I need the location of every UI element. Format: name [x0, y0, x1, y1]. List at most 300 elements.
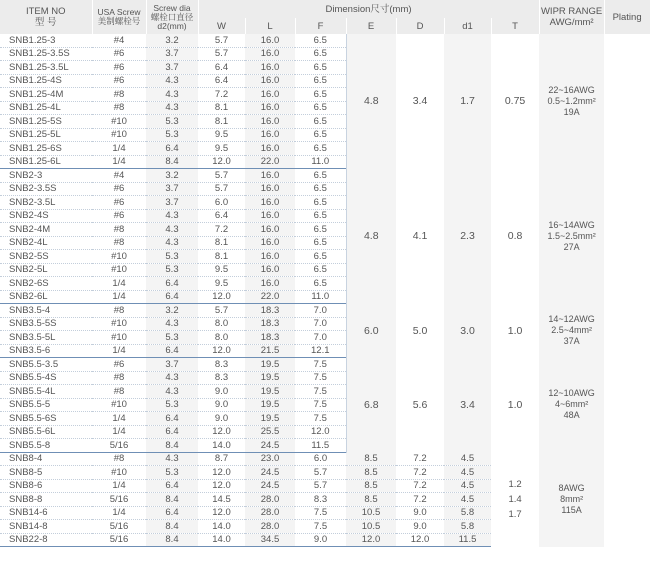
wipr-line: 0.5~1.2mm² [547, 95, 596, 106]
cell-d: 7.2 [396, 452, 444, 466]
cell-e: 8.5 [346, 466, 396, 480]
cell-usa-screw: 1/4 [92, 479, 146, 493]
cell-screw-dia: 4.3 [146, 317, 198, 331]
cell-l: 28.0 [245, 506, 295, 520]
cell-f: 11.0 [295, 155, 346, 169]
plating-cell [604, 358, 650, 453]
cell-f: 6.5 [295, 277, 346, 291]
cell-l: 19.5 [245, 358, 295, 372]
wipr-line: 2.5~4mm² [551, 325, 592, 335]
screw-dia-cn-label: 螺栓口直径 [150, 11, 194, 22]
cell-screw-dia: 8.4 [146, 493, 198, 507]
cell-d1: 4.5 [444, 493, 491, 507]
wipr-range-cell [539, 304, 604, 358]
cell-l: 16.0 [245, 47, 295, 61]
cell-screw-dia: 6.4 [146, 479, 198, 493]
cell-f: 6.5 [295, 142, 346, 156]
cell-screw-dia: 4.3 [146, 452, 198, 466]
wipr-range-cell [539, 34, 604, 169]
cell-f: 7.0 [295, 331, 346, 345]
cell-item-no: SNB14-8 [0, 520, 92, 534]
wipr-range-cell [539, 169, 604, 304]
cell-item-no: SNB1.25-4L [0, 101, 92, 115]
cell-d1: 4.5 [444, 479, 491, 493]
table-row [0, 452, 650, 466]
cell-f: 6.5 [295, 47, 346, 61]
cell-usa-screw: 1/4 [92, 155, 146, 169]
cell-usa-screw: #8 [92, 223, 146, 237]
cell-w: 14.0 [198, 439, 245, 453]
cell-f: 8.3 [295, 493, 346, 507]
cell-usa-screw: 1/4 [92, 506, 146, 520]
cell-usa-screw: #8 [92, 304, 146, 318]
cell-item-no: SNB1.25-6S [0, 142, 92, 156]
cell-l: 18.3 [245, 331, 295, 345]
cell-l: 23.0 [245, 452, 295, 466]
cell-d1-group: 3.0 [444, 304, 491, 358]
cell-w: 12.0 [198, 155, 245, 169]
cell-item-no: SNB8-4 [0, 452, 92, 466]
cell-item-no: SNB3.5-5S [0, 317, 92, 331]
cell-w: 8.1 [198, 250, 245, 264]
cell-f: 5.7 [295, 479, 346, 493]
cell-w: 5.7 [198, 182, 245, 196]
cell-usa-screw: #4 [92, 34, 146, 47]
cell-usa-screw: #6 [92, 182, 146, 196]
cell-d-group: 3.4 [412, 95, 428, 108]
cell-screw-dia: 4.3 [146, 88, 198, 102]
cell-d1-group: 1.7 [444, 34, 491, 169]
cell-d: 7.2 [396, 466, 444, 480]
wipr-line: 16~14AWG [548, 219, 595, 230]
cell-w: 12.0 [198, 466, 245, 480]
cell-d1: 11.5 [444, 533, 491, 547]
cell-d: 9.0 [396, 506, 444, 520]
cell-l: 16.0 [245, 142, 295, 156]
cell-item-no: SNB3.5-5L [0, 331, 92, 345]
wipr-line: 14~12AWG [548, 314, 595, 324]
cell-item-no: SNB2-4L [0, 236, 92, 250]
cell-usa-screw: #8 [92, 385, 146, 399]
cell-screw-dia: 6.4 [146, 425, 198, 439]
wipr-range-label: WIPR RANGE [540, 6, 603, 17]
cell-usa-screw: #10 [92, 331, 146, 345]
item-no-label: ITEM NO [25, 6, 66, 17]
cell-f: 6.5 [295, 115, 346, 129]
cell-l: 24.5 [245, 439, 295, 453]
cell-usa-screw: #10 [92, 317, 146, 331]
cell-item-no: SNB8-8 [0, 493, 92, 507]
cell-usa-screw: #6 [92, 209, 146, 223]
cell-w: 6.4 [198, 61, 245, 75]
cell-e-group: 4.8 [346, 34, 396, 169]
wipr-line: 1.5~2.5mm² [547, 230, 596, 241]
cell-l: 24.5 [245, 479, 295, 493]
cell-item-no: SNB8-5 [0, 466, 92, 480]
cell-w: 8.7 [198, 452, 245, 466]
cell-w: 8.0 [198, 331, 245, 345]
cell-w: 12.0 [198, 506, 245, 520]
cell-usa-screw: #6 [92, 74, 146, 88]
cell-usa-screw: #10 [92, 115, 146, 129]
cell-l: 16.0 [245, 61, 295, 75]
cell-screw-dia: 5.3 [146, 250, 198, 264]
cell-f: 7.5 [295, 371, 346, 385]
wipr-line: 4~6mm² [554, 399, 589, 410]
cell-l: 18.3 [245, 317, 295, 331]
cell-d: 7.2 [396, 493, 444, 507]
cell-w: 8.0 [198, 317, 245, 331]
cell-usa-screw: 5/16 [92, 533, 146, 547]
plating-cell [604, 304, 650, 358]
cell-l: 18.3 [245, 304, 295, 318]
cell-usa-screw: #10 [92, 250, 146, 264]
cell-item-no: SNB2-5L [0, 263, 92, 277]
cell-item-no: SNB1.25-3.5L [0, 61, 92, 75]
col-w: W [198, 18, 245, 34]
cell-usa-screw: 1/4 [92, 412, 146, 426]
cell-screw-dia: 3.7 [146, 47, 198, 61]
cell-usa-screw: 1/4 [92, 290, 146, 304]
cell-l: 16.0 [245, 34, 295, 47]
cell-item-no: SNB2-5S [0, 250, 92, 264]
cell-e: 10.5 [346, 520, 396, 534]
cell-w: 9.5 [198, 128, 245, 142]
cell-w: 9.0 [198, 412, 245, 426]
cell-item-no: SNB14-6 [0, 506, 92, 520]
cell-item-no: SNB5.5-6S [0, 412, 92, 426]
cell-w: 9.5 [198, 263, 245, 277]
wipr-line: 27A [563, 241, 580, 252]
cell-e: 12.0 [346, 533, 396, 547]
cell-screw-dia: 6.4 [146, 142, 198, 156]
cell-l: 34.5 [245, 533, 295, 547]
cell-e: 8.5 [346, 493, 396, 507]
cell-t-group: 1.0 [507, 324, 523, 337]
thickness-value: 1.7 [508, 508, 522, 520]
cell-f: 12.1 [295, 344, 346, 358]
cell-e: 10.5 [346, 506, 396, 520]
cell-f: 9.0 [295, 533, 346, 547]
table-row [0, 34, 650, 47]
cell-item-no: SNB5.5-4L [0, 385, 92, 399]
cell-item-no: SNB5.5-4S [0, 371, 92, 385]
cell-f: 6.5 [295, 250, 346, 264]
wipr-range-cell [539, 358, 604, 453]
cell-w: 7.2 [198, 223, 245, 237]
wipr-range-cell [539, 452, 604, 547]
cell-w: 8.3 [198, 371, 245, 385]
col-plating: Plating [604, 0, 650, 34]
thickness-value: 1.4 [508, 493, 522, 505]
cell-usa-screw: #6 [92, 47, 146, 61]
cell-f: 6.5 [295, 101, 346, 115]
cell-screw-dia: 6.4 [146, 506, 198, 520]
cell-w: 9.0 [198, 385, 245, 399]
cell-l: 19.5 [245, 412, 295, 426]
col-e: E [346, 18, 396, 34]
cell-item-no: SNB1.25-4M [0, 88, 92, 102]
cell-f: 7.5 [295, 398, 346, 412]
cell-w: 14.0 [198, 520, 245, 534]
cell-f: 6.5 [295, 34, 346, 47]
cell-usa-screw: #6 [92, 358, 146, 372]
cell-l: 28.0 [245, 493, 295, 507]
cell-item-no: SNB1.25-4S [0, 74, 92, 88]
cell-f: 6.5 [295, 209, 346, 223]
cell-f: 7.5 [295, 412, 346, 426]
cell-f: 11.0 [295, 290, 346, 304]
cell-f: 7.5 [295, 358, 346, 372]
cell-l: 16.0 [245, 115, 295, 129]
cell-item-no: SNB2-6S [0, 277, 92, 291]
cell-l: 16.0 [245, 101, 295, 115]
cell-f: 11.5 [295, 439, 346, 453]
col-screw-dia [146, 0, 198, 34]
cell-t-group: 0.75 [504, 95, 526, 108]
cell-usa-screw: #6 [92, 61, 146, 75]
cell-f: 5.7 [295, 466, 346, 480]
cell-d-group: 5.6 [412, 398, 428, 411]
cell-w: 6.4 [198, 209, 245, 223]
wipr-line: 12~10AWG [548, 388, 595, 399]
cell-usa-screw: #8 [92, 236, 146, 250]
wipr-unit-label: AWG/mm² [549, 17, 594, 28]
cell-t-group: 1.0 [507, 398, 523, 411]
cell-usa-screw: 5/16 [92, 493, 146, 507]
cell-d1: 5.8 [444, 520, 491, 534]
cell-screw-dia: 8.4 [146, 520, 198, 534]
cell-item-no: SNB2-4M [0, 223, 92, 237]
cell-f: 6.5 [295, 61, 346, 75]
cell-l: 16.0 [245, 182, 295, 196]
cell-screw-dia: 4.3 [146, 101, 198, 115]
cell-f: 6.5 [295, 74, 346, 88]
col-f: F [295, 18, 346, 34]
cell-t-group [491, 452, 539, 547]
cell-item-no: SNB5.5-8 [0, 439, 92, 453]
cell-d-group: 5.0 [412, 324, 428, 337]
cell-item-no: SNB8-6 [0, 479, 92, 493]
cell-item-no: SNB5.5-5 [0, 398, 92, 412]
cell-usa-screw: #4 [92, 169, 146, 183]
cell-l: 16.0 [245, 74, 295, 88]
table-row [0, 304, 650, 318]
col-usa-screw [92, 0, 146, 34]
cell-f: 6.0 [295, 452, 346, 466]
cell-item-no: SNB1.25-3 [0, 34, 92, 47]
cell-item-no: SNB3.5-6 [0, 344, 92, 358]
plating-cell [604, 169, 650, 304]
cell-item-no: SNB1.25-3.5S [0, 47, 92, 61]
plating-cell [604, 34, 650, 169]
wipr-line: 115A [561, 504, 582, 515]
cell-screw-dia: 6.4 [146, 344, 198, 358]
cell-screw-dia: 3.2 [146, 169, 198, 183]
cell-usa-screw: 5/16 [92, 439, 146, 453]
cell-w: 5.7 [198, 304, 245, 318]
col-wipr-range [539, 0, 604, 34]
cell-item-no: SNB1.25-5S [0, 115, 92, 129]
cell-l: 22.0 [245, 155, 295, 169]
cell-w: 6.4 [198, 74, 245, 88]
cell-screw-dia: 5.3 [146, 398, 198, 412]
usa-screw-label: USA Screw [97, 7, 141, 17]
cell-usa-screw: 1/4 [92, 344, 146, 358]
cell-e-group: 4.8 [346, 169, 396, 304]
cell-w: 9.5 [198, 142, 245, 156]
cell-d1: 4.5 [444, 452, 491, 466]
cell-screw-dia: 3.2 [146, 304, 198, 318]
cell-f: 7.0 [295, 304, 346, 318]
cell-w: 5.7 [198, 169, 245, 183]
cell-d1: 4.5 [444, 466, 491, 480]
cell-screw-dia: 3.7 [146, 182, 198, 196]
cell-e-group: 6.0 [346, 304, 396, 358]
cell-item-no: SNB2-3 [0, 169, 92, 183]
cell-l: 19.5 [245, 398, 295, 412]
cell-usa-screw: #6 [92, 196, 146, 210]
cell-w: 8.1 [198, 236, 245, 250]
cell-usa-screw: 5/16 [92, 520, 146, 534]
cell-l: 16.0 [245, 236, 295, 250]
cell-l: 16.0 [245, 277, 295, 291]
cell-usa-screw: #8 [92, 371, 146, 385]
cell-item-no: SNB1.25-6L [0, 155, 92, 169]
cell-item-no: SNB3.5-4 [0, 304, 92, 318]
cell-d1: 5.8 [444, 506, 491, 520]
cell-screw-dia: 3.7 [146, 61, 198, 75]
screw-dia-unit-label: d2(mm) [157, 20, 187, 31]
cell-screw-dia: 8.4 [146, 439, 198, 453]
col-l: L [245, 18, 295, 34]
cell-f: 6.5 [295, 196, 346, 210]
cell-screw-dia: 3.2 [146, 34, 198, 47]
cell-item-no: SNB2-3.5L [0, 196, 92, 210]
cell-e-group: 6.8 [346, 358, 396, 453]
cell-l: 21.5 [245, 344, 295, 358]
cell-l: 16.0 [245, 169, 295, 183]
cell-f: 7.0 [295, 317, 346, 331]
cell-l: 22.0 [245, 290, 295, 304]
cell-usa-screw: 1/4 [92, 425, 146, 439]
col-d1: d1 [444, 18, 491, 34]
cell-f: 6.5 [295, 263, 346, 277]
cell-w: 12.0 [198, 344, 245, 358]
table-row [0, 169, 650, 183]
cell-f: 6.5 [295, 88, 346, 102]
thickness-value: 1.2 [508, 478, 522, 490]
cell-l: 16.0 [245, 128, 295, 142]
cell-screw-dia: 5.3 [146, 466, 198, 480]
cell-usa-screw: #10 [92, 466, 146, 480]
col-d: D [396, 18, 444, 34]
cell-screw-dia: 4.3 [146, 209, 198, 223]
cell-screw-dia: 8.4 [146, 155, 198, 169]
cell-l: 16.0 [245, 196, 295, 210]
cell-usa-screw: 1/4 [92, 142, 146, 156]
wipr-line: 37A [563, 336, 580, 346]
col-dimension: Dimension尺寸(mm) [198, 0, 539, 18]
cell-item-no: SNB5.5-3.5 [0, 358, 92, 372]
cell-screw-dia: 4.3 [146, 223, 198, 237]
cell-w: 9.0 [198, 398, 245, 412]
cell-l: 28.0 [245, 520, 295, 534]
cell-screw-dia: 4.3 [146, 74, 198, 88]
col-t: T [491, 18, 539, 34]
cell-screw-dia: 3.7 [146, 358, 198, 372]
cell-usa-screw: #10 [92, 128, 146, 142]
cell-screw-dia: 5.3 [146, 115, 198, 129]
cell-w: 14.0 [198, 533, 245, 547]
cell-screw-dia: 4.3 [146, 236, 198, 250]
cell-item-no: SNB2-3.5S [0, 182, 92, 196]
cell-w: 14.5 [198, 493, 245, 507]
cell-d: 12.0 [396, 533, 444, 547]
cell-f: 6.5 [295, 128, 346, 142]
cell-screw-dia: 4.3 [146, 371, 198, 385]
cell-screw-dia: 5.3 [146, 128, 198, 142]
cell-f: 7.5 [295, 385, 346, 399]
cell-d1-group: 3.4 [444, 358, 491, 453]
cell-l: 16.0 [245, 250, 295, 264]
cell-item-no: SNB5.5-6L [0, 425, 92, 439]
wipr-line: 19A [563, 106, 580, 117]
plating-cell [604, 452, 650, 547]
cell-l: 16.0 [245, 88, 295, 102]
cell-screw-dia: 5.3 [146, 263, 198, 277]
cell-w: 8.1 [198, 101, 245, 115]
cell-e: 8.5 [346, 479, 396, 493]
screw-dia-label: Screw dia [153, 2, 191, 13]
cell-l: 25.5 [245, 425, 295, 439]
cell-w: 5.7 [198, 34, 245, 47]
cell-usa-screw: #10 [92, 398, 146, 412]
cell-usa-screw: #8 [92, 101, 146, 115]
cell-d1-group: 2.3 [444, 169, 491, 304]
cell-d: 9.0 [396, 520, 444, 534]
model-label: 型 号 [34, 17, 57, 28]
cell-f: 6.5 [295, 223, 346, 237]
cell-l: 16.0 [245, 263, 295, 277]
table-row [0, 358, 650, 372]
cell-item-no: SNB1.25-5L [0, 128, 92, 142]
cell-f: 12.0 [295, 425, 346, 439]
cell-screw-dia: 4.3 [146, 385, 198, 399]
cell-f: 7.5 [295, 520, 346, 534]
wipr-line: 48A [563, 410, 580, 421]
cell-screw-dia: 5.3 [146, 331, 198, 345]
cell-w: 8.1 [198, 115, 245, 129]
cell-l: 24.5 [245, 466, 295, 480]
cell-l: 19.5 [245, 371, 295, 385]
cell-w: 8.3 [198, 358, 245, 372]
cell-screw-dia: 6.4 [146, 277, 198, 291]
cell-l: 16.0 [245, 223, 295, 237]
cell-l: 16.0 [245, 209, 295, 223]
cell-w: 5.7 [198, 47, 245, 61]
cell-usa-screw: #8 [92, 88, 146, 102]
cell-w: 12.0 [198, 290, 245, 304]
cell-item-no: SNB2-6L [0, 290, 92, 304]
cell-item-no: SNB2-4S [0, 209, 92, 223]
cell-w: 12.0 [198, 425, 245, 439]
cell-screw-dia: 3.7 [146, 196, 198, 210]
cell-item-no: SNB22-8 [0, 533, 92, 547]
cell-d-group: 4.1 [412, 230, 428, 242]
cell-f: 6.5 [295, 169, 346, 183]
cell-usa-screw: #8 [92, 452, 146, 466]
